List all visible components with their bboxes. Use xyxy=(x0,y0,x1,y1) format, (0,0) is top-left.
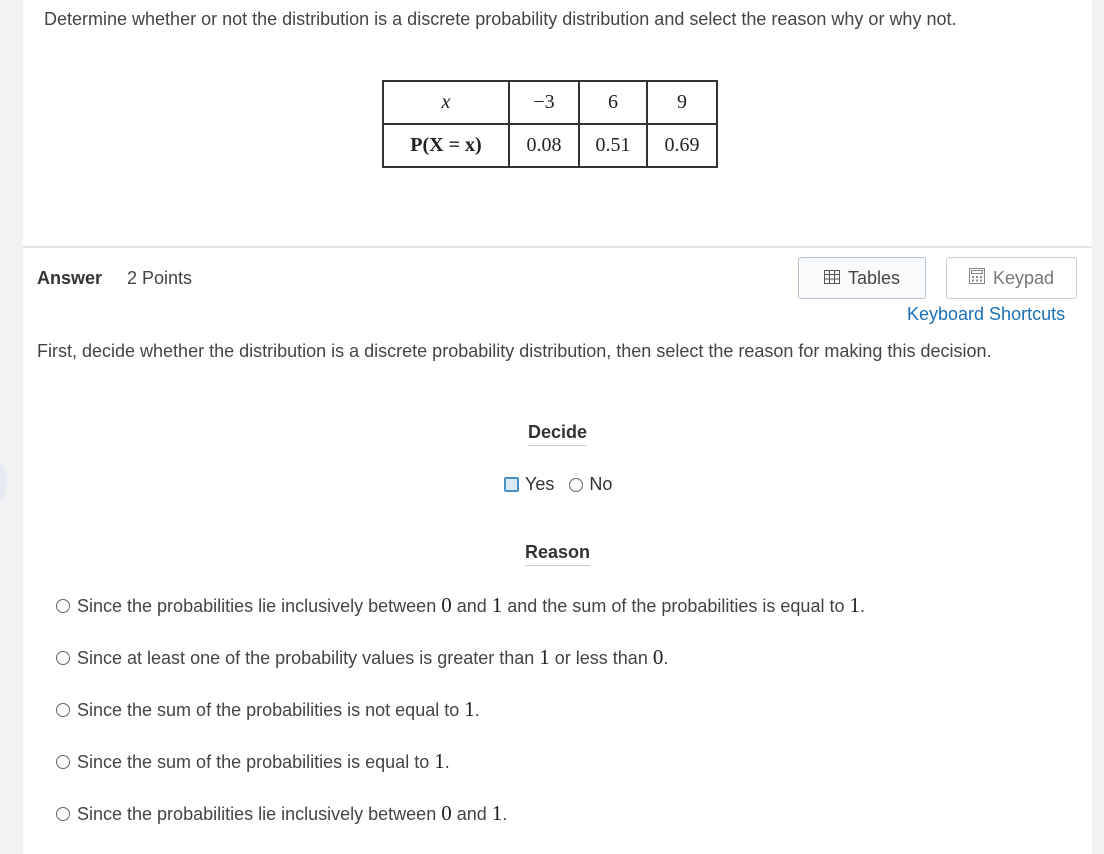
reason-number: 0 xyxy=(441,593,452,617)
reason-number: 1 xyxy=(464,697,475,721)
reason-number: 0 xyxy=(652,645,664,669)
reason-title: Reason xyxy=(525,542,590,566)
reason-option-text xyxy=(77,593,865,618)
reason-radio[interactable] xyxy=(56,599,70,613)
table-row xyxy=(383,124,717,167)
reason-number: 1 xyxy=(434,749,445,773)
decide-option-yes[interactable] xyxy=(504,474,554,495)
table-cell: −3 xyxy=(509,81,579,124)
reason-number: 1 xyxy=(539,645,550,669)
reason-option-5[interactable] xyxy=(56,801,507,826)
section-divider xyxy=(23,246,1092,248)
yes-label: Yes xyxy=(525,474,555,494)
right-rail xyxy=(1092,0,1104,854)
reason-text: Since the sum of the probabilities is not equal to xyxy=(77,700,465,720)
answer-label: Answer xyxy=(37,268,103,288)
reason-option-text xyxy=(77,801,507,826)
reason-text: or less than xyxy=(549,648,653,668)
reason-number: 1 xyxy=(849,593,860,617)
reason-option-1[interactable] xyxy=(56,593,865,618)
table-cell: 0.51 xyxy=(579,124,647,167)
reason-radio[interactable] xyxy=(56,703,70,717)
reason-number: 1 xyxy=(491,801,503,825)
reason-option-text xyxy=(77,749,450,774)
reason-text: . xyxy=(474,700,480,720)
reason-text: Since at least one of the probability values is greater than xyxy=(77,648,540,668)
reason-text: . xyxy=(663,648,669,668)
reason-text: . xyxy=(502,804,508,824)
reason-option-text xyxy=(77,697,480,722)
reason-text: and xyxy=(451,596,492,616)
table-cell: 6 xyxy=(579,81,647,124)
decide-title: Decide xyxy=(528,422,587,446)
left-rail xyxy=(0,0,23,854)
instructions-text: First, decide whether the distribution is a discrete probability distribution, then select the reason for making this decision. xyxy=(37,341,992,361)
table-header-p: P(X = x) xyxy=(383,124,509,167)
reason-text: Since the sum of the probabilities is equal to xyxy=(77,752,435,772)
table-cell: 0.69 xyxy=(647,124,717,167)
distribution-table xyxy=(382,80,718,168)
yes-checkbox[interactable] xyxy=(504,477,519,492)
reason-option-text xyxy=(77,645,668,670)
no-radio[interactable] xyxy=(569,478,583,492)
reason-text: and the sum of the probabilities is equal to xyxy=(502,596,850,616)
reason-text: and xyxy=(451,804,492,824)
table-cell: 9 xyxy=(647,81,717,124)
tables-button[interactable] xyxy=(798,257,926,299)
keypad-icon xyxy=(969,268,985,289)
reason-radio[interactable] xyxy=(56,755,70,769)
reason-option-3[interactable] xyxy=(56,697,480,722)
reason-text: . xyxy=(444,752,450,772)
table-row xyxy=(383,81,717,124)
reason-text: Since the probabilities lie inclusively between xyxy=(77,804,442,824)
reason-text: Since the probabilities lie inclusively between xyxy=(77,596,442,616)
decide-option-no[interactable] xyxy=(569,474,612,495)
reason-number: 1 xyxy=(491,593,503,617)
reason-text: . xyxy=(859,596,865,616)
reason-radio[interactable] xyxy=(56,807,70,821)
table-icon xyxy=(824,268,840,289)
reason-radio[interactable] xyxy=(56,651,70,665)
points-value: 2 Points xyxy=(127,268,193,288)
table-header-x: x xyxy=(383,81,509,124)
reason-option-4[interactable] xyxy=(56,749,450,774)
keyboard-shortcuts-link[interactable]: Keyboard Shortcuts xyxy=(907,304,1066,324)
reason-option-2[interactable] xyxy=(56,645,668,670)
decide-options xyxy=(504,474,627,495)
table-cell: 0.08 xyxy=(509,124,579,167)
keypad-button-label: Keypad xyxy=(992,267,1055,288)
no-label: No xyxy=(589,474,613,494)
reason-number: 0 xyxy=(441,801,452,825)
tables-button-label: Tables xyxy=(847,267,901,288)
keypad-button[interactable] xyxy=(946,257,1077,299)
question-text: Determine whether or not the distribution is a discrete probability distribution and select the reason why or why not. xyxy=(44,9,957,29)
